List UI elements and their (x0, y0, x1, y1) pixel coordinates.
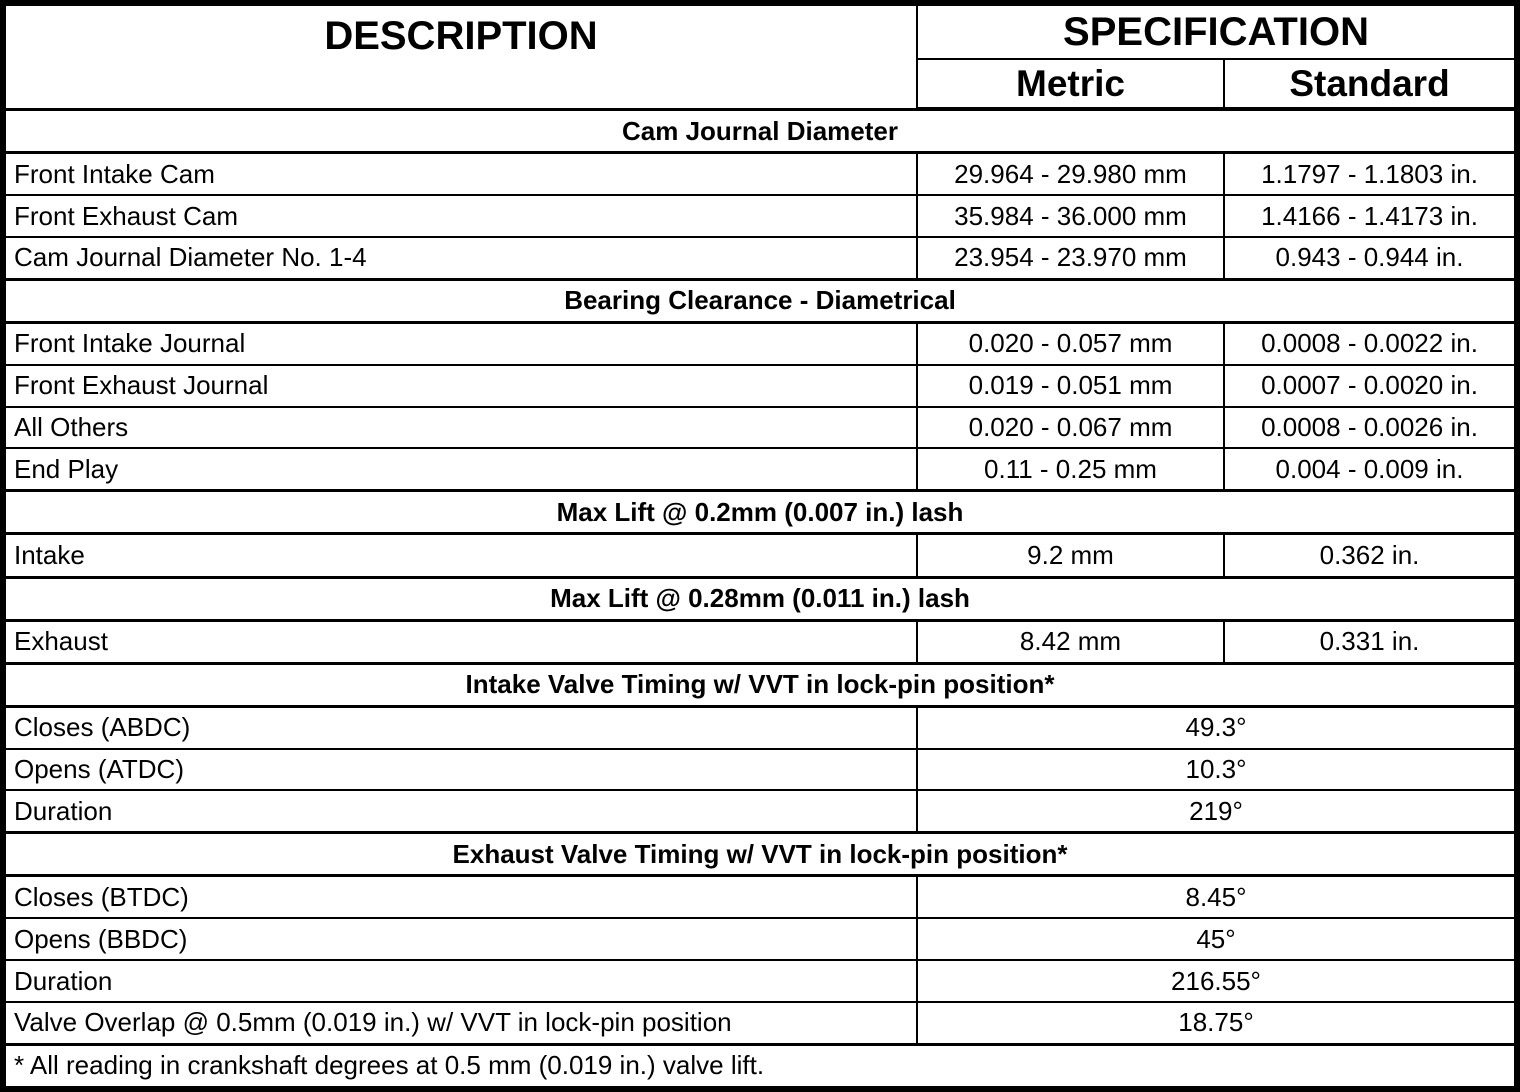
row-label: Front Intake Journal (5, 322, 917, 364)
metric-value: 35.984 - 36.000 mm (917, 195, 1224, 237)
section-header-row (5, 109, 1515, 153)
table-row (5, 322, 1515, 364)
metric-column-header: Metric (917, 59, 1224, 109)
section-header-row (5, 491, 1515, 534)
section-header-row (5, 279, 1515, 322)
table-row (5, 448, 1515, 490)
section-title-max-lift-exhaust: Max Lift @ 0.28mm (0.011 in.) lash (5, 577, 1515, 620)
table-row (5, 237, 1515, 279)
section-header-row (5, 577, 1515, 620)
section-title-bearing-clearance: Bearing Clearance - Diametrical (5, 279, 1515, 322)
specification-column-header: SPECIFICATION (917, 5, 1515, 59)
standard-value: 1.4166 - 1.4173 in. (1224, 195, 1515, 237)
section-title-exhaust-valve-timing: Exhaust Valve Timing w/ VVT in lock-pin position* (5, 833, 1515, 876)
spec-value: 10.3° (917, 749, 1515, 791)
metric-value: 8.42 mm (917, 620, 1224, 663)
section-header-row (5, 833, 1515, 876)
row-label: Valve Overlap @ 0.5mm (0.019 in.) w/ VVT in lock-pin position (5, 1002, 917, 1044)
spec-value: 219° (917, 790, 1515, 832)
table-row (5, 365, 1515, 407)
row-label: Intake (5, 534, 917, 577)
table-row (5, 407, 1515, 449)
table-row (5, 876, 1515, 918)
metric-value: 0.019 - 0.051 mm (917, 365, 1224, 407)
metric-value: 29.964 - 29.980 mm (917, 153, 1224, 195)
metric-value: 0.020 - 0.057 mm (917, 322, 1224, 364)
section-title-intake-valve-timing: Intake Valve Timing w/ VVT in lock-pin position* (5, 663, 1515, 706)
spec-value: 216.55° (917, 960, 1515, 1002)
row-label: End Play (5, 448, 917, 490)
metric-value: 23.954 - 23.970 mm (917, 237, 1224, 279)
table-row (5, 706, 1515, 748)
table-row (5, 918, 1515, 960)
row-label: Opens (ATDC) (5, 749, 917, 791)
standard-value: 0.0007 - 0.0020 in. (1224, 365, 1515, 407)
standard-value: 0.0008 - 0.0022 in. (1224, 322, 1515, 364)
table-row (5, 1002, 1515, 1044)
section-header-row (5, 663, 1515, 706)
spec-table (4, 4, 1516, 1088)
table-row (5, 195, 1515, 237)
spec-value: 8.45° (917, 876, 1515, 918)
table-header (5, 5, 1515, 109)
row-label: Cam Journal Diameter No. 1-4 (5, 237, 917, 279)
table-row (5, 960, 1515, 1002)
standard-value: 0.943 - 0.944 in. (1224, 237, 1515, 279)
row-label: Duration (5, 790, 917, 832)
standard-value: 0.362 in. (1224, 534, 1515, 577)
row-label: Front Exhaust Cam (5, 195, 917, 237)
standard-value: 0.004 - 0.009 in. (1224, 448, 1515, 490)
header-row-1 (5, 5, 1515, 59)
table-row (5, 790, 1515, 832)
spec-value: 18.75° (917, 1002, 1515, 1044)
metric-value: 9.2 mm (917, 534, 1224, 577)
standard-value: 0.331 in. (1224, 620, 1515, 663)
standard-value: 0.0008 - 0.0026 in. (1224, 407, 1515, 449)
row-label: Opens (BBDC) (5, 918, 917, 960)
row-label: Closes (BTDC) (5, 876, 917, 918)
row-label: All Others (5, 407, 917, 449)
row-label: Closes (ABDC) (5, 706, 917, 748)
row-label: Duration (5, 960, 917, 1002)
metric-value: 0.020 - 0.067 mm (917, 407, 1224, 449)
footnote-text: * All reading in crankshaft degrees at 0.5 mm (0.019 in.) valve lift. (5, 1044, 1515, 1087)
section-title-max-lift-intake: Max Lift @ 0.2mm (0.007 in.) lash (5, 491, 1515, 534)
spec-value: 45° (917, 918, 1515, 960)
table-row (5, 749, 1515, 791)
footnote-row (5, 1044, 1515, 1087)
row-label: Exhaust (5, 620, 917, 663)
metric-value: 0.11 - 0.25 mm (917, 448, 1224, 490)
section-title-cam-journal-diameter: Cam Journal Diameter (5, 109, 1515, 153)
row-label: Front Intake Cam (5, 153, 917, 195)
table-row (5, 534, 1515, 577)
standard-column-header: Standard (1224, 59, 1515, 109)
standard-value: 1.1797 - 1.1803 in. (1224, 153, 1515, 195)
table-row (5, 620, 1515, 663)
row-label: Front Exhaust Journal (5, 365, 917, 407)
spec-value: 49.3° (917, 706, 1515, 748)
table-row (5, 153, 1515, 195)
description-column-header: DESCRIPTION (5, 5, 917, 109)
